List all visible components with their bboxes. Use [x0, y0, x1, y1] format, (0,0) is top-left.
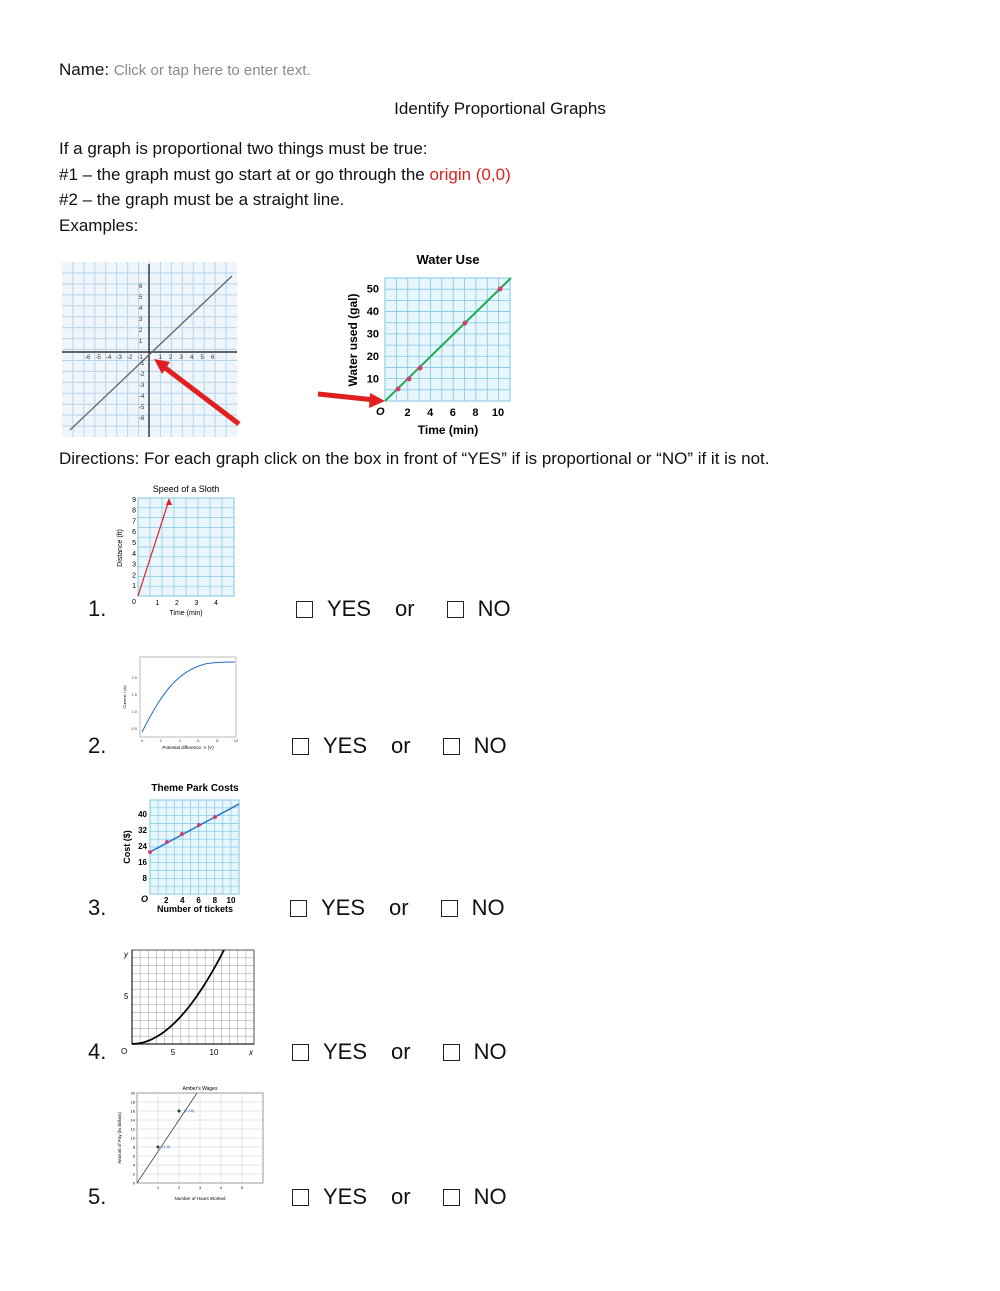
- theme-title: Theme Park Costs: [151, 783, 239, 794]
- current-ytick: 1.0: [131, 709, 137, 714]
- wages-ytick: 2: [132, 1171, 135, 1177]
- yes-label: YES: [327, 596, 372, 621]
- plane-ytick: 6: [139, 284, 143, 290]
- theme-ytick: 40: [138, 810, 147, 819]
- name-label: Name:: [59, 60, 110, 79]
- question-choices: [290, 895, 505, 921]
- water-xtick: 6: [449, 407, 456, 419]
- current-xtick: 10: [233, 738, 239, 743]
- question-number: 4.: [88, 1039, 107, 1064]
- sloth-ytick: 9: [132, 496, 136, 504]
- no-label: NO: [471, 895, 505, 920]
- question-choices: [292, 1184, 507, 1210]
- theme-point: [148, 850, 152, 854]
- theme-point: [180, 832, 184, 836]
- wages-ytick: 16: [130, 1108, 135, 1114]
- plane-xtick: -4: [106, 355, 112, 361]
- water-ytick: 30: [366, 328, 379, 341]
- directions: Directions: For each graph click on the box in front of “YES” if is proportional or “NO” if it is not.: [59, 449, 770, 468]
- yes-label: YES: [323, 1184, 368, 1209]
- plane-xtick: 3: [179, 355, 183, 361]
- theme-xtick: 4: [180, 896, 185, 905]
- water-origin: O: [376, 406, 385, 418]
- name-input[interactable]: Click or tap here to enter text.: [113, 62, 311, 79]
- plane-ytick: -5: [139, 405, 145, 411]
- no-label: NO: [473, 733, 507, 758]
- or-label: or: [391, 1039, 411, 1064]
- no-label: NO: [473, 1184, 507, 1209]
- wages-ytick: 10: [130, 1135, 135, 1141]
- water-point: [407, 377, 412, 382]
- current-ytick: 1.5: [131, 692, 137, 697]
- yes-checkbox[interactable]: [292, 1189, 309, 1206]
- water-ytick: 10: [366, 373, 379, 386]
- water-point: [498, 287, 503, 292]
- yes-label: YES: [321, 895, 366, 920]
- or-label: or: [389, 895, 409, 920]
- or-label: or: [395, 596, 415, 621]
- question-number: 1.: [88, 596, 107, 621]
- theme-xlabel: Number of tickets: [156, 904, 234, 914]
- current-xtick: 4: [178, 738, 181, 743]
- rule-1-text: #1 – the graph must go start at or go through the: [59, 165, 430, 184]
- water-ytick: 50: [366, 283, 379, 296]
- plane-ytick: 1: [139, 339, 143, 345]
- current-xtick: 2: [159, 738, 162, 743]
- theme-xtick: 2: [163, 896, 169, 905]
- water-xtick: 8: [472, 407, 479, 419]
- plane-ytick: -2: [139, 372, 145, 378]
- wages-ytick: 20: [130, 1090, 135, 1096]
- sloth-ylabel: Distance (ft): [117, 529, 124, 567]
- wages-point-label: (1,8): [162, 1144, 171, 1149]
- theme-point: [197, 823, 201, 827]
- plane-ytick: 2: [139, 328, 143, 334]
- wages-ytick: 12: [130, 1126, 135, 1132]
- page-title: Identify Proportional Graphs: [394, 99, 606, 118]
- yes-label: YES: [323, 1039, 368, 1064]
- current-ytick: 0.5: [131, 726, 137, 731]
- sloth-xtick: 4: [214, 600, 218, 607]
- water-ytick: 20: [366, 351, 379, 363]
- graph-1-sloth: [112, 480, 242, 620]
- question-choices: [292, 733, 507, 759]
- origin-arrow: [318, 394, 375, 400]
- water-point: [463, 321, 468, 326]
- theme-ylabel: Cost ($): [122, 830, 132, 864]
- question-number: 5.: [88, 1184, 107, 1209]
- rule-1-highlight: origin (0,0): [429, 165, 511, 184]
- sloth-ytick: 4: [132, 550, 136, 558]
- sloth-ytick: 2: [132, 572, 136, 580]
- parabola-ylabel: y: [124, 950, 128, 959]
- no-checkbox[interactable]: [443, 1189, 460, 1206]
- plane-ytick: 5: [139, 295, 143, 301]
- wages-xlabel: Number of Hours Worked: [174, 1196, 226, 1201]
- wages-xtick: 3: [198, 1185, 202, 1190]
- question-number: 3.: [88, 895, 107, 920]
- wages-ytick: 4: [132, 1162, 135, 1168]
- parabola-xlabel: x: [249, 1048, 253, 1057]
- wages-ytick: 8: [132, 1144, 135, 1150]
- sloth-ytick: 7: [132, 518, 136, 526]
- yes-checkbox[interactable]: [292, 738, 309, 755]
- wages-ytick: 0: [132, 1180, 135, 1186]
- water-point: [396, 387, 401, 392]
- sloth-xtick: 3: [194, 600, 199, 607]
- sloth-ytick: 3: [132, 561, 136, 569]
- rule-1: [59, 162, 511, 187]
- current-xtick: 0: [140, 738, 144, 743]
- yes-checkbox[interactable]: [292, 1044, 309, 1061]
- plane-ytick: 3: [139, 317, 143, 323]
- examples-label: Examples:: [59, 216, 139, 235]
- theme-ytick: 8: [142, 874, 147, 883]
- current-xlabel: Potential difference, V (V): [162, 745, 214, 750]
- parabola-xtick: 10: [209, 1048, 219, 1057]
- no-checkbox[interactable]: [441, 900, 458, 917]
- example-coordinate-plane: [62, 262, 247, 440]
- theme-xtick: 10: [226, 896, 236, 905]
- sloth-ytick: 5: [132, 540, 136, 547]
- no-label: NO: [477, 596, 511, 621]
- yes-label: YES: [323, 733, 368, 758]
- plane-xtick: 6: [211, 355, 215, 361]
- plane-xtick: -2: [127, 355, 133, 361]
- rules-intro: If a graph is proportional two things must be true:: [59, 139, 428, 158]
- wages-xtick: 5: [240, 1185, 244, 1190]
- water-xtick: 2: [404, 407, 411, 419]
- plane-xtick: 4: [190, 355, 194, 361]
- wages-ylabel: Amount of Pay (in dollars): [117, 1112, 122, 1164]
- wages-point-label: (2,16): [184, 1108, 195, 1113]
- question-choices: [292, 1039, 507, 1065]
- plane-ytick: -4: [139, 394, 145, 400]
- rule-2: #2 – the graph must be a straight line.: [59, 190, 345, 209]
- theme-point: [213, 815, 217, 819]
- yes-checkbox[interactable]: [290, 900, 307, 917]
- wages-ytick: 18: [130, 1099, 135, 1105]
- current-xtick: 8: [216, 738, 219, 743]
- plane-ytick: -3: [139, 383, 145, 389]
- plane-ytick: 4: [139, 306, 143, 312]
- sloth-xtick: 1: [155, 600, 160, 607]
- yes-checkbox[interactable]: [296, 601, 313, 618]
- theme-xtick: 6: [196, 896, 201, 905]
- theme-origin: O: [141, 894, 149, 904]
- sloth-origin: 0: [132, 599, 136, 606]
- sloth-title: Speed of a Sloth: [152, 484, 220, 494]
- name-row: [59, 60, 311, 80]
- water-point: [418, 366, 423, 371]
- current-ylabel: Current, I (A): [122, 685, 127, 709]
- sloth-ytick: 6: [132, 529, 136, 537]
- water-xtick: 4: [427, 407, 434, 419]
- plane-xtick: -6: [85, 355, 91, 361]
- theme-xtick: 8: [212, 896, 218, 905]
- current-xtick: 6: [197, 738, 200, 743]
- wages-xtick: 2: [177, 1185, 181, 1190]
- plane-xtick: -3: [116, 355, 122, 361]
- no-label: NO: [473, 1039, 507, 1064]
- plane-xtick: 1: [158, 355, 162, 361]
- wages-xtick: 4: [219, 1185, 223, 1190]
- question-choices: [296, 596, 511, 622]
- theme-ytick: 24: [138, 842, 147, 851]
- or-label: or: [391, 733, 411, 758]
- parabola-ytick: 5: [124, 992, 129, 1001]
- question-number: 2.: [88, 733, 107, 758]
- water-xlabel: Time (min): [417, 423, 479, 437]
- water-ytick: 40: [366, 306, 379, 318]
- graph-2-current: [115, 652, 245, 757]
- sloth-ytick: 8: [132, 507, 136, 515]
- graph-3-theme-park: [118, 780, 248, 917]
- theme-ytick: 16: [138, 858, 147, 867]
- plane-xtick: -5: [95, 355, 101, 361]
- wages-ytick: 6: [132, 1153, 135, 1159]
- wages-point: [178, 1110, 181, 1113]
- sloth-ytick: 1: [132, 583, 136, 591]
- theme-point: [165, 840, 169, 844]
- plane-ytick: -1: [139, 361, 145, 367]
- example-water-use: [315, 248, 525, 440]
- plane-xtick: -1: [137, 355, 143, 361]
- plane-xtick: 2: [169, 355, 173, 361]
- plane-xtick: 5: [200, 355, 204, 361]
- graph-5-wages: [115, 1083, 265, 1208]
- no-checkbox[interactable]: [447, 601, 464, 618]
- water-ylabel: Water used (gal): [346, 293, 360, 387]
- current-ytick: 2.0: [131, 675, 137, 680]
- wages-point: [157, 1146, 160, 1149]
- theme-ytick: 32: [138, 826, 147, 835]
- wages-xtick: 1: [156, 1185, 160, 1190]
- parabola-xtick: 5: [170, 1048, 176, 1057]
- parabola-origin: O: [121, 1047, 128, 1056]
- or-label: or: [391, 1184, 411, 1209]
- sloth-xlabel: Time (min): [169, 610, 203, 617]
- wages-title: Amber's Wages: [182, 1086, 218, 1092]
- graph-4-parabola: [116, 945, 260, 1060]
- plane-ytick: -6: [139, 416, 145, 422]
- water-title: Water Use: [416, 252, 480, 267]
- no-checkbox[interactable]: [443, 738, 460, 755]
- no-checkbox[interactable]: [443, 1044, 460, 1061]
- water-xtick: 10: [491, 407, 505, 419]
- wages-ytick: 14: [130, 1117, 135, 1123]
- sloth-xtick: 2: [175, 600, 179, 607]
